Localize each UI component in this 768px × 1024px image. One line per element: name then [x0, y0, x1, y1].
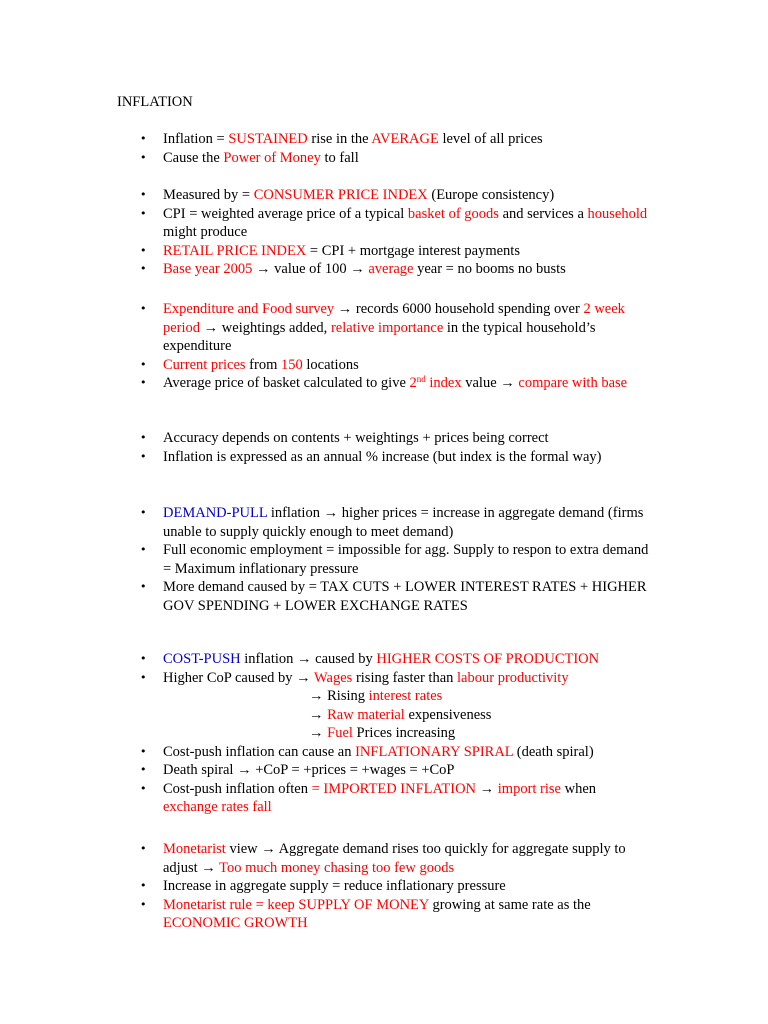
text-run: Inflation = [163, 131, 229, 147]
bullet-section [0, 130, 768, 167]
text-run: labour productivity [457, 669, 569, 686]
text-run: More demand caused by = TAX CUTS + LOWER INTEREST RATES + HIGHER GOV SPENDING + LOWER EXCHANGE RATES [163, 579, 647, 614]
list-item [0, 578, 653, 615]
list-item [0, 877, 653, 896]
text-run: RETAIL PRICE INDEX [163, 242, 307, 259]
text-run: 2 [409, 375, 417, 391]
list-item [0, 260, 653, 279]
text-run: growing at same rate as the [428, 896, 591, 913]
text-run: and services a [498, 205, 588, 222]
text-run: → [476, 780, 498, 797]
text-run: → [309, 706, 328, 723]
text-run: Fuel [327, 725, 353, 741]
text-run: when [561, 780, 597, 797]
text-run: Full economic employment = impossible for agg. Supply to respon to extra demand = Maximum inflationary pressure [163, 542, 649, 577]
text-run: Monetarist [163, 841, 226, 857]
text-run: Prices increasing [352, 725, 456, 741]
text-run: relative importance [330, 319, 444, 336]
text-run: compare with base [518, 375, 628, 391]
text-run: Raw material [327, 706, 405, 723]
list-item [0, 149, 653, 168]
list-item [0, 429, 653, 448]
text-run: Cause the [163, 149, 224, 166]
text-run: → Rising [309, 688, 369, 704]
text-run: HIGHER COSTS OF PRODUCTION [376, 651, 600, 667]
text-run: Average price of basket calculated to give [163, 375, 410, 391]
bullet-section [0, 840, 768, 933]
text-run: Inflation is expressed as an annual % increase (but index is the formal way) [163, 448, 602, 465]
list-item [0, 780, 653, 817]
text-run: basket of goods [407, 205, 499, 222]
text-run: (Europe consistency) [427, 187, 555, 203]
list-item [0, 706, 709, 725]
text-run: import rise [497, 780, 561, 797]
text-run: DEMAND-PULL [163, 505, 268, 521]
text-run: CONSUMER PRICE INDEX [253, 187, 428, 203]
list-item [0, 761, 653, 780]
text-run: from [245, 356, 281, 373]
text-run: Higher CoP caused by → [163, 669, 315, 686]
bullet-section [0, 429, 768, 466]
text-run: ECONOMIC GROWTH [163, 915, 308, 931]
text-run: rising faster than [352, 669, 458, 686]
bullet-section [0, 650, 768, 817]
text-run: 2 week period [163, 301, 625, 336]
list-item [0, 724, 709, 743]
text-run: AVERAGE [371, 131, 439, 147]
text-run: Increase in aggregate supply = reduce inflationary pressure [163, 878, 506, 894]
text-run: might produce [163, 224, 248, 240]
text-run: Measured by = [163, 187, 254, 203]
bullet-section [0, 186, 768, 279]
text-run: INFLATIONARY SPIRAL [355, 743, 514, 760]
text-run: = IMPORTED INFLATION [311, 780, 477, 797]
text-run: Cost-push inflation often [163, 780, 312, 797]
text-run: nd [416, 374, 426, 384]
list-item [0, 687, 709, 706]
list-item [0, 650, 653, 669]
text-run: average [368, 261, 414, 277]
text-run: household [587, 205, 648, 222]
text-run: expensiveness [404, 706, 492, 723]
text-run: = CPI + mortgage interest payments [306, 242, 520, 259]
text-run: Base year 2005 [163, 261, 253, 277]
text-run: → [309, 725, 328, 741]
list-item [0, 448, 653, 467]
text-run: Too much money chasing too few goods [219, 859, 455, 876]
list-item [0, 130, 653, 149]
text-run: inflation → caused by [240, 651, 377, 667]
text-run: Power of Money [223, 149, 321, 166]
text-run: locations [302, 356, 359, 373]
list-item [0, 242, 653, 261]
text-run: level of all prices [438, 131, 543, 147]
list-item [0, 504, 653, 541]
list-item [0, 374, 653, 393]
bullet-section [0, 504, 768, 615]
text-run: Wages [314, 669, 353, 686]
text-run: year = no booms no busts [413, 261, 566, 277]
text-run: interest rates [368, 688, 443, 704]
list-item [0, 541, 653, 578]
text-run: CPI = weighted average price of a typical [163, 205, 408, 222]
text-run: 150 [280, 356, 303, 373]
text-run: COST-PUSH [163, 651, 241, 667]
bullet-section [0, 300, 768, 393]
text-run: index [425, 375, 462, 391]
list-item [0, 186, 653, 205]
text-run: Monetarist rule = keep SUPPLY OF MONEY [163, 896, 429, 913]
text-run: Cost-push inflation can cause an [163, 743, 356, 760]
text-run: view → Aggregate demand rises too quickly for aggregate supply to adjust → [163, 841, 626, 876]
text-run: (death spiral) [513, 743, 594, 760]
text-run: SUSTAINED [228, 131, 308, 147]
text-run: Death spiral → +CoP = +prices = +wages = +CoP [163, 762, 455, 778]
text-run: → weightings added, [200, 319, 331, 336]
text-run: → records 6000 household spending over [334, 301, 584, 317]
text-run: Current prices [163, 356, 246, 373]
text-run: in the typical household’s expenditure [163, 319, 596, 354]
text-run: exchange rates fall [163, 799, 272, 815]
text-run: inflation → higher prices = increase in aggregate demand (firms unable to supply quickly enough to meet demand) [163, 505, 644, 540]
text-run: value → [461, 375, 519, 391]
list-item [0, 300, 653, 356]
list-item [0, 669, 653, 688]
list-item [0, 896, 653, 933]
list-item [0, 840, 653, 877]
list-item [0, 743, 653, 762]
text-run: to fall [320, 149, 359, 166]
text-run: Accuracy depends on contents + weightings + prices being correct [163, 430, 549, 446]
list-item [0, 356, 653, 375]
text-run: Expenditure and Food survey [163, 301, 335, 317]
list-item [0, 205, 653, 242]
text-run: → value of 100 → [252, 261, 369, 277]
text-run: rise in the [307, 131, 372, 147]
page-title: INFLATION [117, 94, 193, 110]
